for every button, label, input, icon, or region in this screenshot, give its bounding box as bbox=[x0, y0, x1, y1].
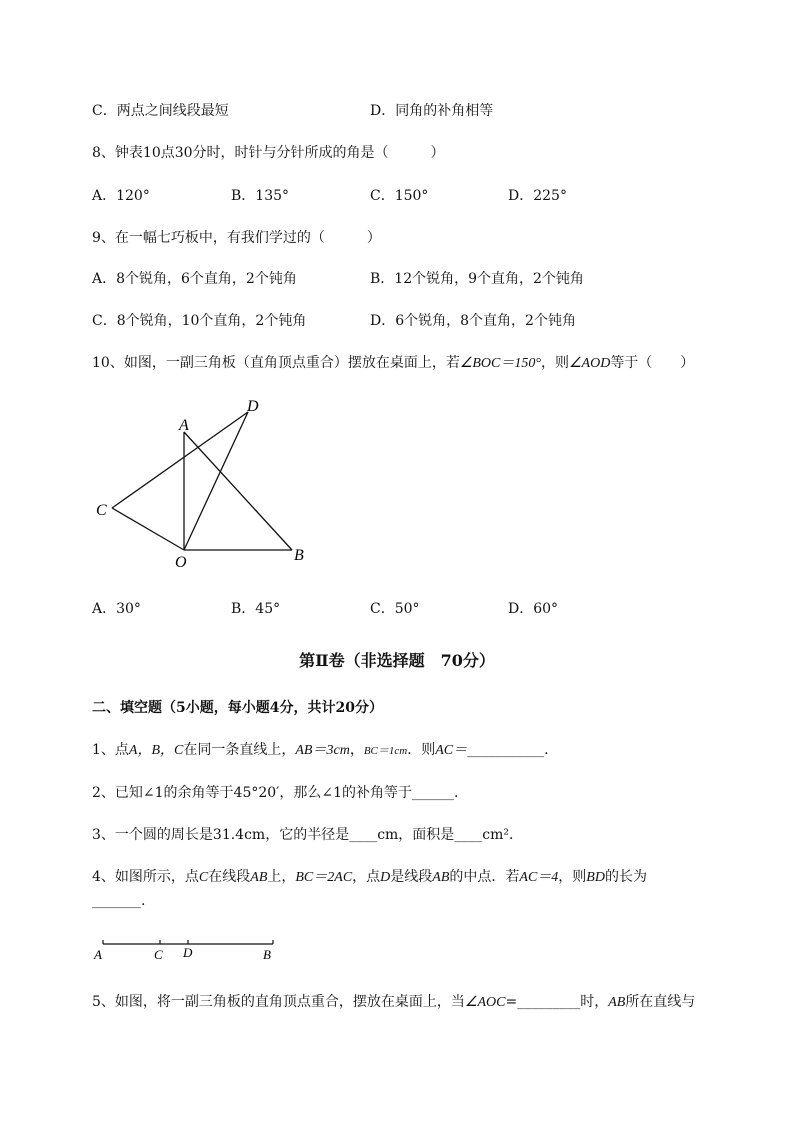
seg-label-d: D bbox=[183, 945, 193, 960]
fill-5-blank[interactable]: =_________时， bbox=[505, 994, 609, 1010]
fill-5-ab: AB bbox=[608, 995, 626, 1010]
fill-4-blank[interactable]: _______. bbox=[92, 893, 146, 909]
q10-stem-post: 等于（ ） bbox=[610, 355, 695, 371]
q9-option-c: C．8个锐角，10个直角，2个钝角 bbox=[92, 313, 307, 329]
q10-angle-aod: ∠AOD bbox=[568, 356, 611, 371]
q7-option-c: C．两点之间线段最短 bbox=[92, 103, 229, 119]
fill-4-post: 的长为 bbox=[604, 869, 647, 885]
fill-4-mid6: ，则 bbox=[558, 869, 587, 885]
fill-4-figure bbox=[90, 932, 290, 964]
q10-option-d: D．60° bbox=[508, 601, 559, 617]
segment-od bbox=[184, 412, 248, 550]
fill-4-ab: AB bbox=[250, 870, 268, 885]
fill-5-post: 所在直线与 bbox=[625, 994, 696, 1010]
fill-1 bbox=[92, 739, 549, 759]
segment-ab bbox=[184, 432, 292, 550]
label-a: A bbox=[179, 417, 189, 434]
fill-1-mid: 在同一条直线上， bbox=[183, 742, 296, 758]
q8-option-d: D．225° bbox=[508, 188, 567, 204]
fill-4-bd: BD bbox=[586, 870, 605, 885]
fill-4-d: D bbox=[380, 870, 391, 885]
fill-1-points: A，B，C bbox=[128, 743, 184, 758]
fill-4-mid4: 是线段 bbox=[390, 869, 433, 885]
fill-3: 3、一个圆的周长是31.4cm，它的半径是____cm，面积是____cm². bbox=[92, 827, 514, 843]
q10-option-c: C．50° bbox=[370, 601, 420, 617]
q7-option-d: D．同角的补角相等 bbox=[370, 103, 494, 119]
segment-co bbox=[112, 508, 184, 550]
q10-stem bbox=[92, 352, 694, 372]
label-o: O bbox=[175, 554, 187, 571]
fill-4-mid3: ，点 bbox=[352, 869, 381, 885]
q10-stem-pre: 10、如图，一副三角板（直角顶点重合）摆放在桌面上，若 bbox=[92, 355, 460, 371]
seg-label-b: B bbox=[263, 947, 271, 962]
fill-1-ac: AC＝ bbox=[435, 743, 468, 758]
label-b: B bbox=[294, 547, 304, 564]
fill-4-ac: AC＝4 bbox=[519, 870, 559, 885]
fill-5-pre: 5、如图，将一副三角板的直角顶点重合，摆放在桌面上，当 bbox=[92, 994, 465, 1010]
fill-4-mid1: 在线段 bbox=[208, 869, 251, 885]
q8-option-b: B．135° bbox=[231, 188, 290, 204]
q10-figure bbox=[80, 390, 320, 580]
fill-1-blank[interactable]: ___________. bbox=[467, 742, 549, 758]
q10-angle-boc: ∠BOC＝150° bbox=[459, 356, 541, 371]
fill-4-relation: BC＝2AC bbox=[295, 870, 353, 885]
fill-heading: 二、填空题（5小题，每小题4分，共计20分） bbox=[92, 700, 383, 716]
q8-option-a: A．120° bbox=[92, 188, 150, 204]
fill-4-mid2: 上， bbox=[267, 869, 296, 885]
q10-stem-mid: ，则 bbox=[540, 355, 569, 371]
fill-1-bc: BC＝1cm bbox=[363, 745, 408, 757]
q9-stem: 9、在一幅七巧板中，有我们学过的（ ） bbox=[92, 230, 381, 246]
fill-4-ab2: AB bbox=[432, 870, 450, 885]
fill-1-sep: ， bbox=[349, 742, 364, 758]
q8-option-c: C．150° bbox=[370, 188, 429, 204]
section-title: 第Ⅱ卷（非选择题 70分） bbox=[299, 651, 495, 670]
seg-label-c: C bbox=[154, 947, 163, 962]
fill-4-mid5: 的中点．若 bbox=[449, 869, 520, 885]
fill-1-post: ．则 bbox=[407, 742, 436, 758]
q9-option-b: B．12个锐角，9个直角，2个钝角 bbox=[370, 271, 584, 287]
q9-option-a: A．8个锐角，6个直角，2个钝角 bbox=[92, 271, 297, 287]
fill-1-pre: 1、点 bbox=[92, 742, 129, 758]
fill-2: 2、已知∠1的余角等于45°20′，那么∠1的补角等于______. bbox=[92, 785, 459, 801]
q8-stem: 8、钟表10点30分时，时针与分针所成的角是（ ） bbox=[92, 145, 445, 161]
fill-4-c: C bbox=[198, 870, 209, 885]
label-c: C bbox=[96, 502, 107, 519]
fill-5-angle: ∠AOC bbox=[464, 995, 506, 1010]
q10-option-b: B．45° bbox=[231, 601, 281, 617]
fill-4-pre: 4、如图所示，点 bbox=[92, 869, 199, 885]
fill-5 bbox=[92, 991, 695, 1011]
seg-label-a: A bbox=[94, 947, 102, 962]
fill-4 bbox=[92, 866, 647, 886]
q10-option-a: A．30° bbox=[92, 601, 141, 617]
q9-option-d: D．6个锐角，8个直角，2个钝角 bbox=[370, 313, 576, 329]
label-d: D bbox=[247, 398, 259, 415]
fill-1-ab: AB＝3cm bbox=[295, 743, 350, 758]
